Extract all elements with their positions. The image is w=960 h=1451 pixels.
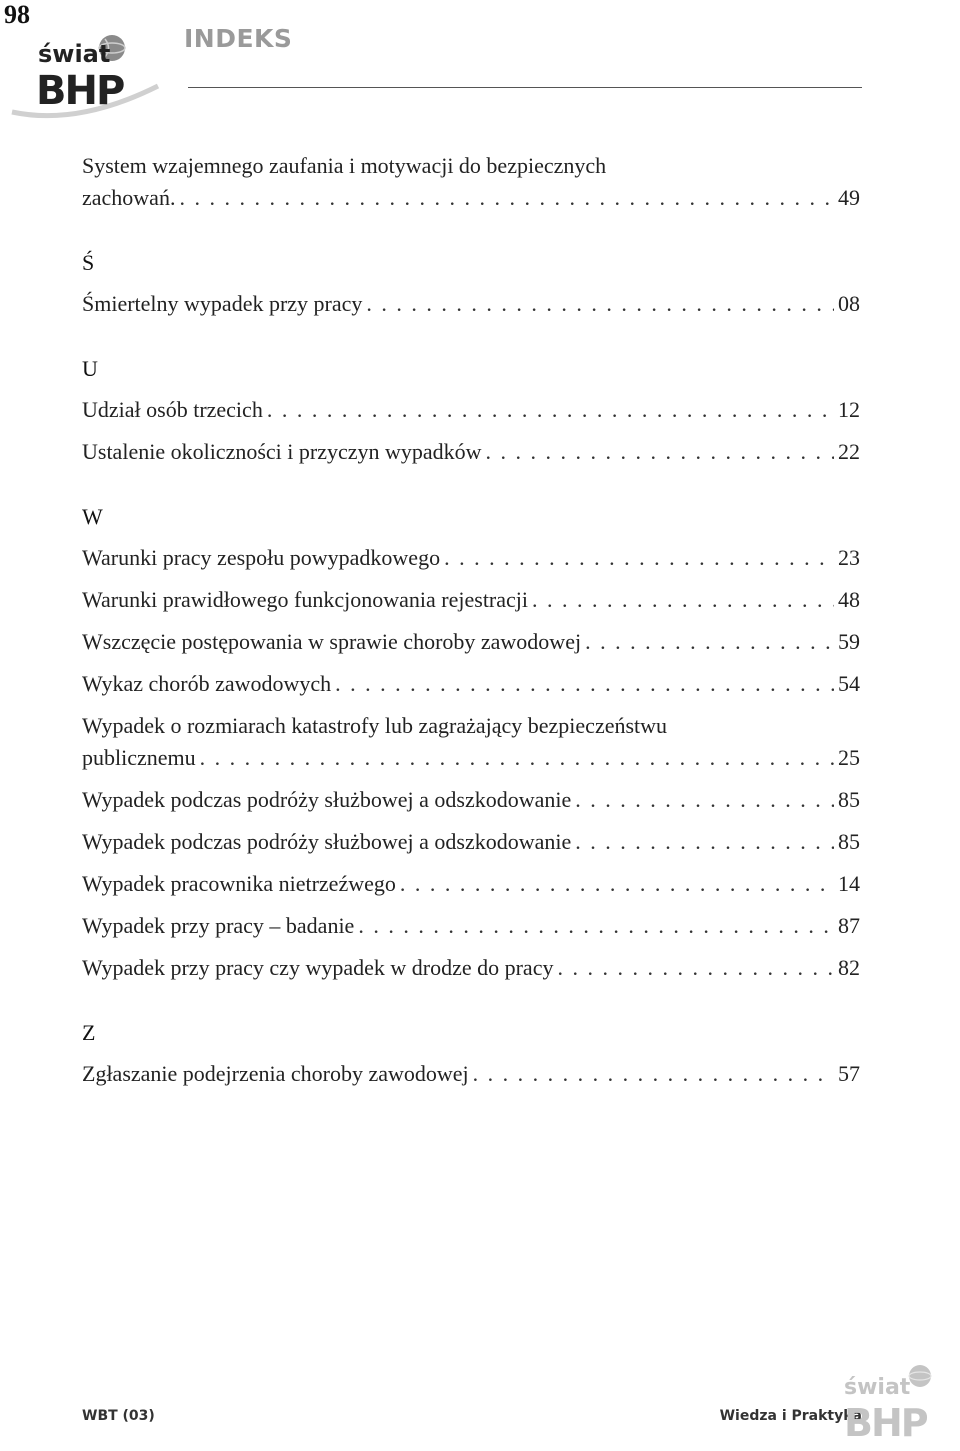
index-entry — [82, 952, 860, 984]
dot-leader — [400, 868, 834, 900]
index-entry — [82, 542, 860, 574]
index-entry-text: zachowań. — [82, 185, 176, 210]
index-entry-text: Warunki prawidłowego funkcjonowania rejestracji — [82, 587, 529, 612]
dot-leader — [200, 742, 834, 774]
index-entry-page: 12 — [838, 397, 860, 422]
index-letter-heading: Z — [82, 1020, 96, 1045]
dot-leader — [179, 182, 834, 214]
index-entry-page: 22 — [838, 439, 860, 464]
index-entry-text: Wypadek przy pracy czy wypadek w drodze do pracy — [82, 955, 554, 980]
index-entry-text: Zgłaszanie podejrzenia choroby zawodowej — [82, 1061, 469, 1086]
dot-leader — [473, 1058, 834, 1090]
index-letter-heading: W — [82, 504, 103, 529]
index-entry-page: 85 — [838, 829, 860, 854]
dot-leader — [575, 784, 834, 816]
logo-brand: BHP — [36, 68, 124, 114]
index-entry — [82, 584, 860, 616]
dot-leader — [366, 288, 834, 320]
dot-leader — [557, 952, 834, 984]
index-entry-text: Wypadek podczas podróży służbowej a odszkodowanie — [82, 829, 572, 854]
index-entry-page: 54 — [838, 671, 860, 696]
footer-logo-brand: BHP — [844, 1401, 927, 1445]
index-entry-page: 87 — [838, 913, 860, 938]
index-letter-heading: Ś — [82, 250, 95, 275]
footer-logo-word: świat — [844, 1375, 911, 1400]
index-entry — [82, 394, 860, 426]
index-entry-text: Udział osób trzecich — [82, 397, 263, 422]
index-entry-text: publicznemu — [82, 745, 196, 770]
footer-publisher: Wiedza i Praktyka — [719, 1408, 862, 1424]
index-entry-page: 57 — [838, 1061, 860, 1086]
index-sections — [82, 248, 860, 1090]
index-entry — [82, 710, 860, 774]
dot-leader — [335, 668, 834, 700]
index-entry — [82, 1058, 860, 1090]
index-entry — [82, 626, 860, 658]
index-entry — [82, 784, 860, 816]
index-entry — [82, 910, 860, 942]
index-entry-text: Śmiertelny wypadek przy pracy — [82, 291, 363, 316]
index-entry-text: Ustalenie okoliczności i przyczyn wypadków — [82, 439, 482, 464]
index-entry-text: Wypadek pracownika nietrzeźwego — [82, 871, 396, 896]
index-entry — [82, 826, 860, 858]
index-entry — [82, 868, 860, 900]
dot-leader — [532, 584, 834, 616]
index-entry-page: 59 — [838, 629, 860, 654]
index-entry-text: Wykaz chorób zawodowych — [82, 671, 332, 696]
index-entry — [82, 436, 860, 468]
dot-leader — [486, 436, 834, 468]
page-number: 98 — [4, 0, 30, 29]
index-entry-text-line1: System wzajemnego zaufania i motywacji do bezpiecznych — [82, 153, 607, 178]
header-divider — [188, 87, 862, 88]
index-entry-page: 49 — [838, 185, 860, 210]
index-entry-page: 14 — [838, 871, 860, 896]
dot-leader — [585, 626, 834, 658]
index-entry-text: Wszczęcie postępowania w sprawie choroby zawodowej — [82, 629, 582, 654]
index-entry-text: Wypadek podczas podróży służbowej a odszkodowanie — [82, 787, 572, 812]
dot-leader — [444, 542, 834, 574]
section-title: INDEKS — [184, 24, 293, 53]
index-entry-text-line1: Wypadek o rozmiarach katastrofy lub zagrażający bezpieczeństwu — [82, 713, 668, 738]
footer-publication: WBT (03) — [82, 1408, 155, 1424]
index-entry-text: Warunki pracy zespołu powypadkowego — [82, 545, 441, 570]
index-entry-page: 82 — [838, 955, 860, 980]
dot-leader — [575, 826, 834, 858]
index-entry-page: 23 — [838, 545, 860, 570]
index-entry-page: 85 — [838, 787, 860, 812]
index-entry-page: 08 — [838, 291, 860, 316]
index-entry — [82, 150, 860, 214]
index-entry-page: 48 — [838, 587, 860, 612]
footer-swiat-bhp-logo — [840, 1360, 950, 1446]
index-letter-heading: U — [82, 356, 98, 381]
index-entry-page: 25 — [838, 745, 860, 770]
index-entry-text: Wypadek przy pracy – badanie — [82, 913, 355, 938]
index-entry — [82, 668, 860, 700]
dot-leader — [358, 910, 834, 942]
logo-word: świat — [38, 40, 111, 68]
index-entry — [82, 288, 860, 320]
dot-leader — [267, 394, 834, 426]
swiat-bhp-logo — [8, 28, 168, 124]
index-list — [82, 150, 860, 1100]
